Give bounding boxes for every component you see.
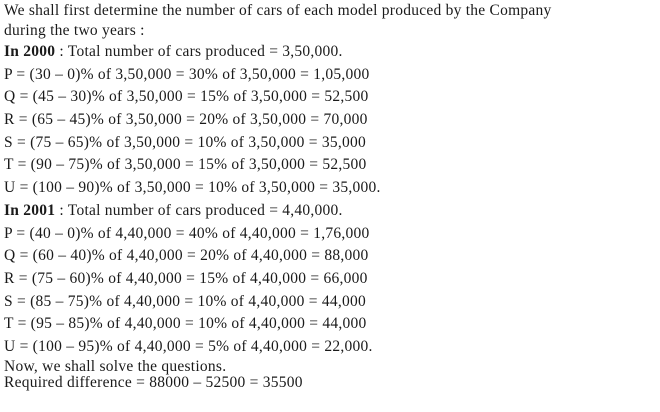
row-2000-p: P = (30 – 0)% of 3,50,000 = 30% of 3,50,000 = 1,05,000 <box>4 65 370 83</box>
row-2000-u: U = (100 – 90)% of 3,50,000 = 10% of 3,50,000 = 35,000. <box>4 179 381 197</box>
conclusion-line-2: Required difference = 88000 – 52500 = 35500 <box>4 373 303 391</box>
row-2000-r: R = (65 – 45)% of 3,50,000 = 20% of 3,50,000 = 70,000 <box>4 111 368 129</box>
year-2000-total: : Total number of cars produced = 3,50,000. <box>55 43 343 60</box>
row-2001-r: R = (75 – 60)% of 4,40,000 = 15% of 4,40,000 = 66,000 <box>4 269 368 287</box>
year-2001-label: In 2001 <box>4 201 56 219</box>
year-2000-label: In 2000 <box>4 43 56 60</box>
row-2000-t: T = (90 – 75)% of 3,50,000 = 15% of 3,50,000 = 52,500 <box>4 156 367 174</box>
row-2000-s: S = (75 – 65)% of 3,50,000 = 10% of 3,50,000 = 35,000 <box>4 133 366 151</box>
row-2000-q: Q = (45 – 30)% of 3,50,000 = 15% of 3,50,000 = 52,500 <box>4 88 369 106</box>
intro-line-2: during the two years : <box>4 22 145 39</box>
row-2001-u: U = (100 – 95)% of 4,40,000 = 5% of 4,40,000 = 22,000. <box>4 337 373 355</box>
conclusion-line-1: Now, we shall solve the questions. <box>4 357 227 375</box>
row-2001-q: Q = (60 – 40)% of 4,40,000 = 20% of 4,40,000 = 88,000 <box>4 247 369 265</box>
row-2001-s: S = (85 – 75)% of 4,40,000 = 10% of 4,40,000 = 44,000 <box>4 292 366 310</box>
solution-document <box>4 1 658 391</box>
intro-line-1: We shall first determine the number of cars of each model produced by the Company <box>4 2 552 19</box>
row-2001-p: P = (40 – 0)% of 4,40,000 = 40% of 4,40,000 = 1,76,000 <box>4 224 370 242</box>
year-2000-header <box>4 41 658 64</box>
year-2001-total: : Total number of cars produced = 4,40,000. <box>55 201 343 219</box>
row-2001-t: T = (95 – 85)% of 4,40,000 = 10% of 4,40,000 = 44,000 <box>4 315 367 333</box>
year-2001-header <box>4 200 658 223</box>
